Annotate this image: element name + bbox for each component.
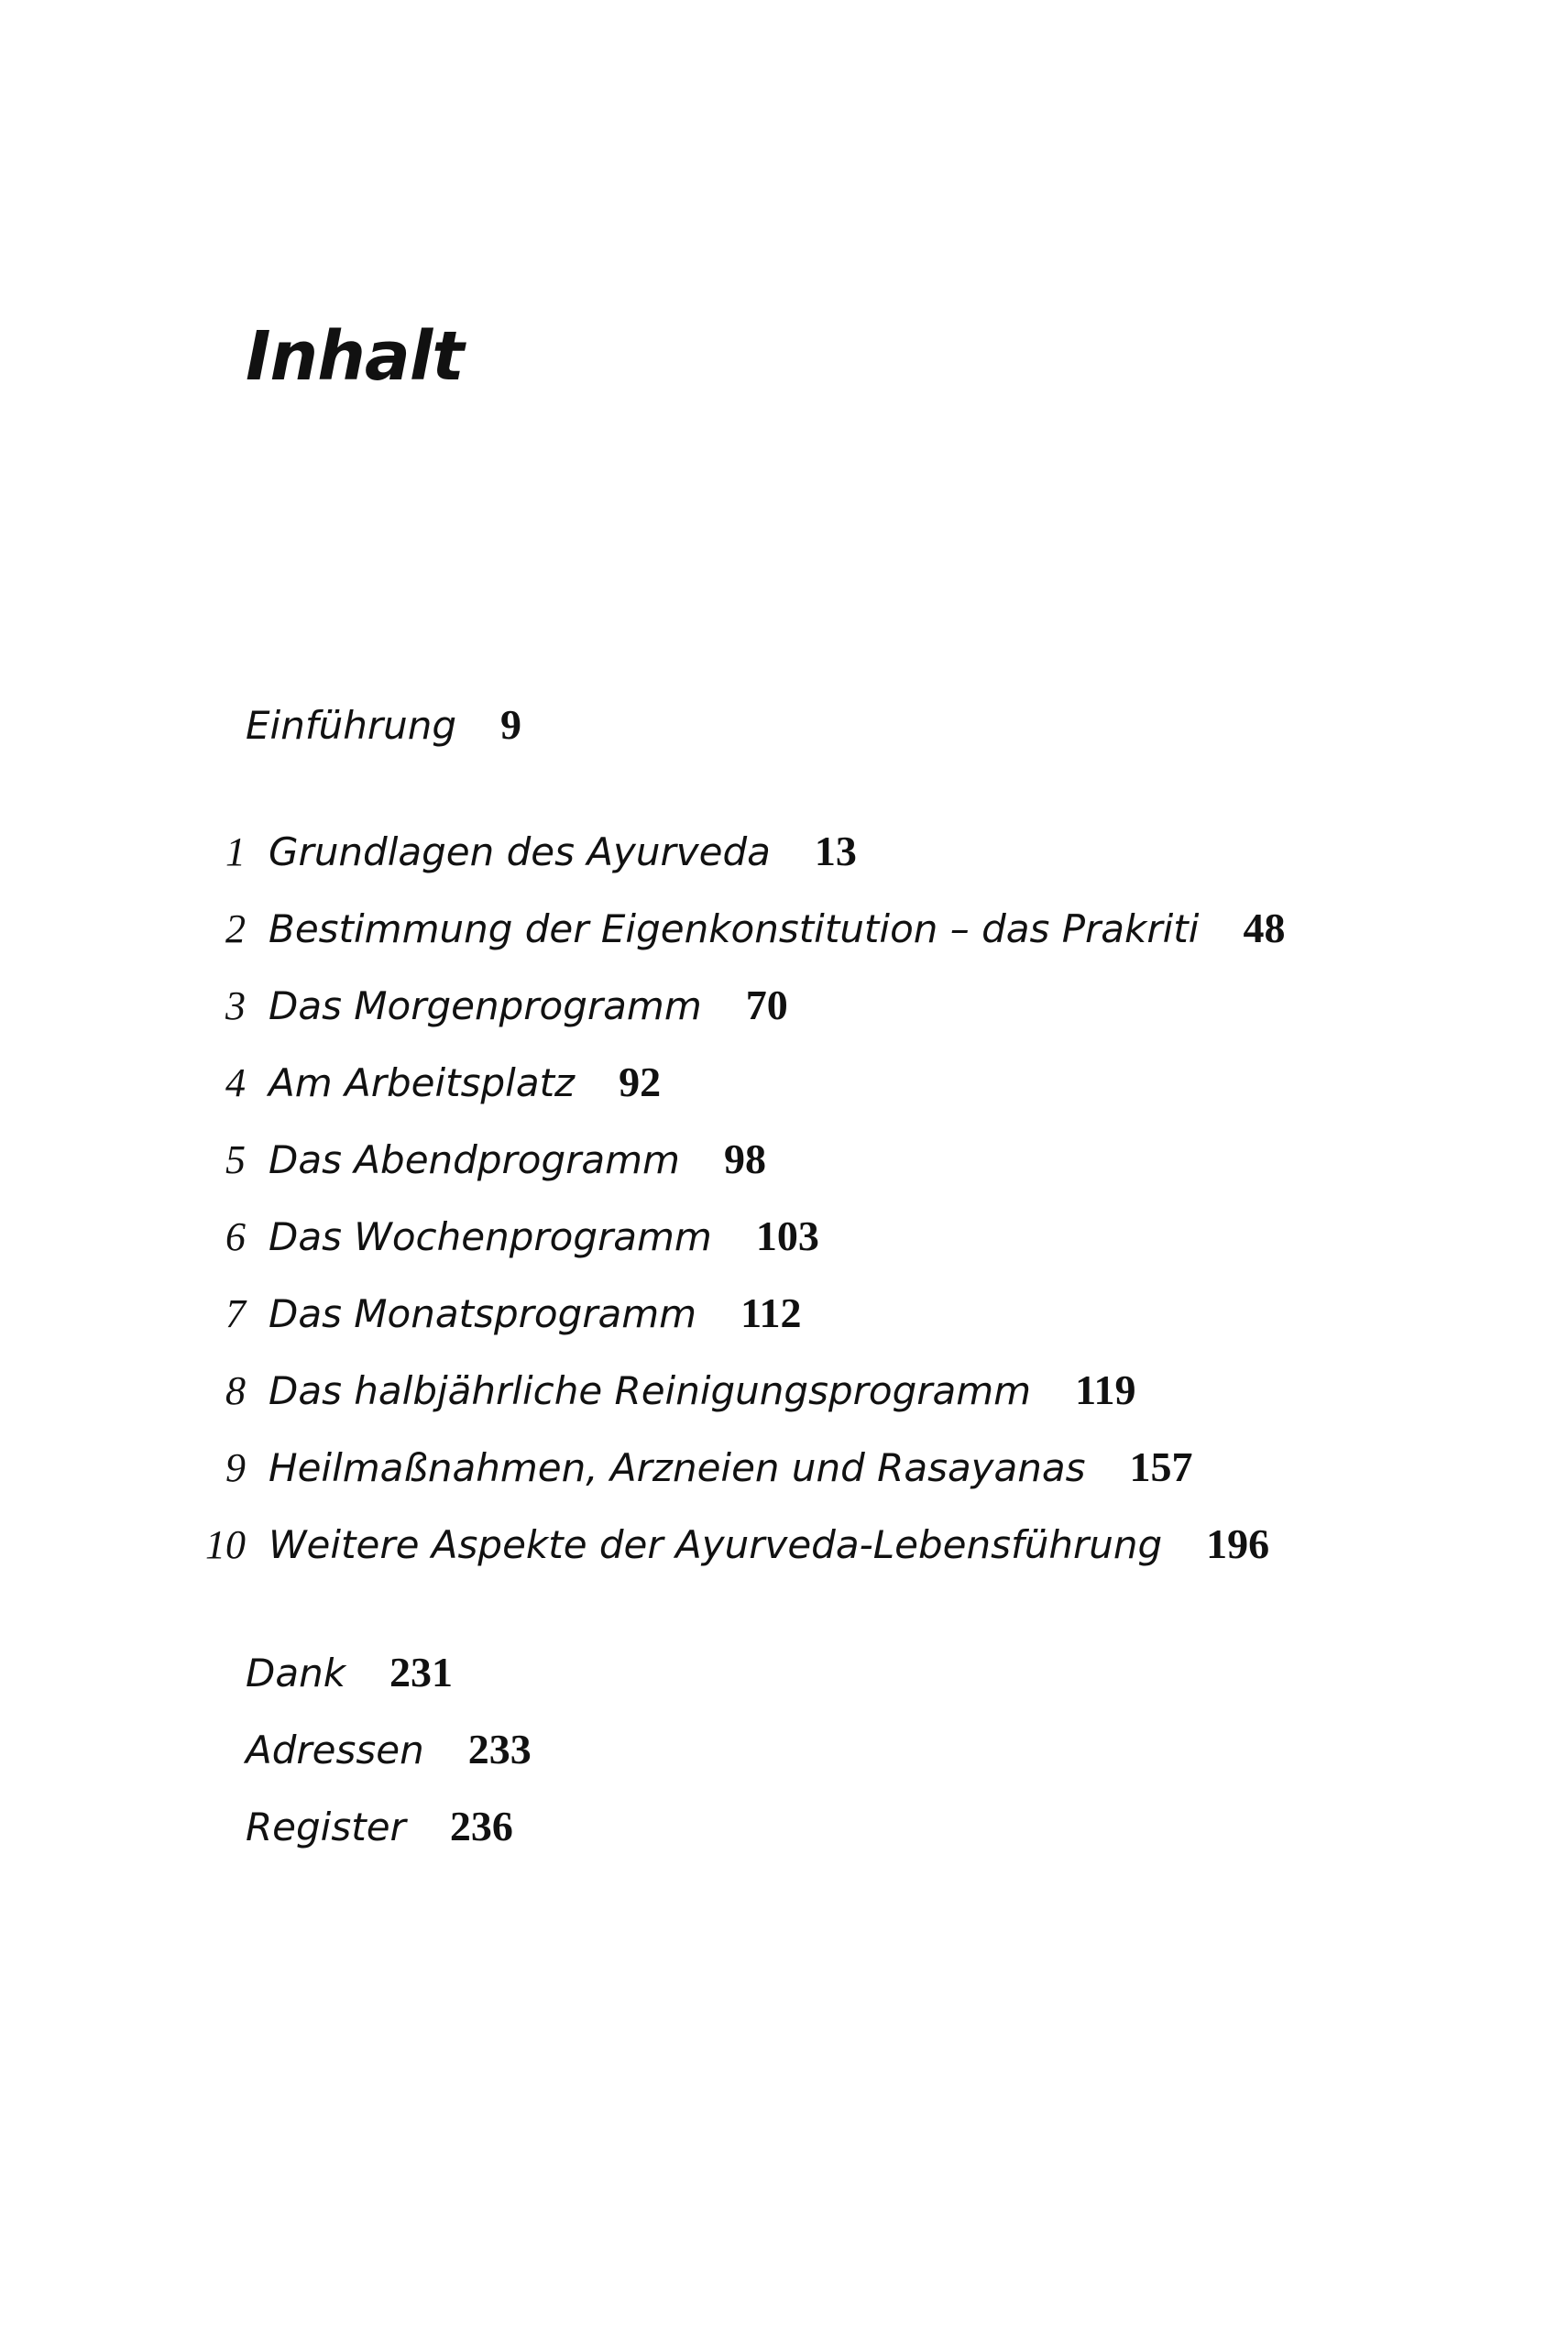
- toc-entry-dank: [246, 1651, 453, 1694]
- toc-entry-register: [246, 1805, 513, 1848]
- toc-entry-page: 233: [467, 1726, 532, 1772]
- chapter-title: Grundlagen des Ayurveda: [269, 829, 771, 874]
- toc-entry-title: Adressen: [246, 1728, 424, 1772]
- chapter-page: 98: [723, 1136, 766, 1182]
- chapter-title: Das Morgenprogramm: [269, 983, 702, 1028]
- toc-chapter-1: [169, 830, 857, 872]
- chapter-number: 10: [205, 1522, 246, 1567]
- chapter-title: Das Abendprogramm: [269, 1137, 680, 1182]
- toc-chapter-7: [169, 1289, 802, 1336]
- chapter-title: Heilmaßnahmen, Arzneien und Rasayanas: [269, 1445, 1086, 1490]
- chapter-page: 70: [745, 982, 788, 1028]
- toc-entry-page: 9: [500, 701, 522, 748]
- page-title: Inhalt: [246, 317, 464, 396]
- toc-entry-adressen: [246, 1728, 532, 1771]
- toc-entry-page: 236: [449, 1803, 513, 1849]
- toc-entry-title: Dank: [246, 1651, 346, 1695]
- chapter-page: 103: [755, 1212, 819, 1259]
- toc-entry-einfuehrung: [246, 701, 522, 748]
- chapter-title: Weitere Aspekte der Ayurveda-Lebensführung: [269, 1522, 1163, 1567]
- toc-chapter-10: [169, 1520, 1270, 1567]
- toc-entry-title: Einführung: [246, 703, 457, 748]
- toc-chapter-5: [169, 1138, 766, 1180]
- toc-chapter-6: [169, 1212, 819, 1259]
- chapter-title: Das Wochenprogramm: [269, 1214, 712, 1259]
- chapter-title: Bestimmung der Eigenkonstitution – das Prakriti: [269, 906, 1200, 951]
- chapter-number: 5: [225, 1137, 246, 1182]
- chapter-number: 7: [225, 1291, 246, 1336]
- toc-entry-title: Register: [246, 1805, 406, 1849]
- chapter-title: Das halbjährliche Reinigungsprogramm: [269, 1368, 1032, 1413]
- chapter-number: 3: [225, 983, 246, 1028]
- chapter-page: 13: [814, 828, 857, 874]
- chapter-number: 6: [225, 1214, 246, 1259]
- chapter-page: 48: [1243, 905, 1286, 951]
- chapter-page: 119: [1075, 1366, 1136, 1413]
- toc-chapter-4: [169, 1061, 661, 1103]
- chapter-number: 2: [225, 906, 246, 951]
- toc-chapter-9: [169, 1443, 1193, 1490]
- chapter-page: 157: [1129, 1443, 1193, 1490]
- chapter-number: 4: [225, 1060, 246, 1105]
- toc-chapter-2: [169, 907, 1285, 949]
- chapter-page: 196: [1206, 1520, 1270, 1567]
- chapter-number: 1: [225, 829, 246, 874]
- chapter-title: Das Monatsprogramm: [269, 1291, 697, 1336]
- chapter-page: 112: [740, 1289, 802, 1336]
- toc-entry-page: 231: [389, 1649, 454, 1695]
- chapter-page: 92: [619, 1059, 662, 1105]
- chapter-number: 8: [225, 1368, 246, 1413]
- chapter-title: Am Arbeitsplatz: [269, 1060, 576, 1105]
- toc-chapter-8: [169, 1366, 1136, 1413]
- toc-chapter-3: [169, 984, 788, 1026]
- chapter-number: 9: [225, 1445, 246, 1490]
